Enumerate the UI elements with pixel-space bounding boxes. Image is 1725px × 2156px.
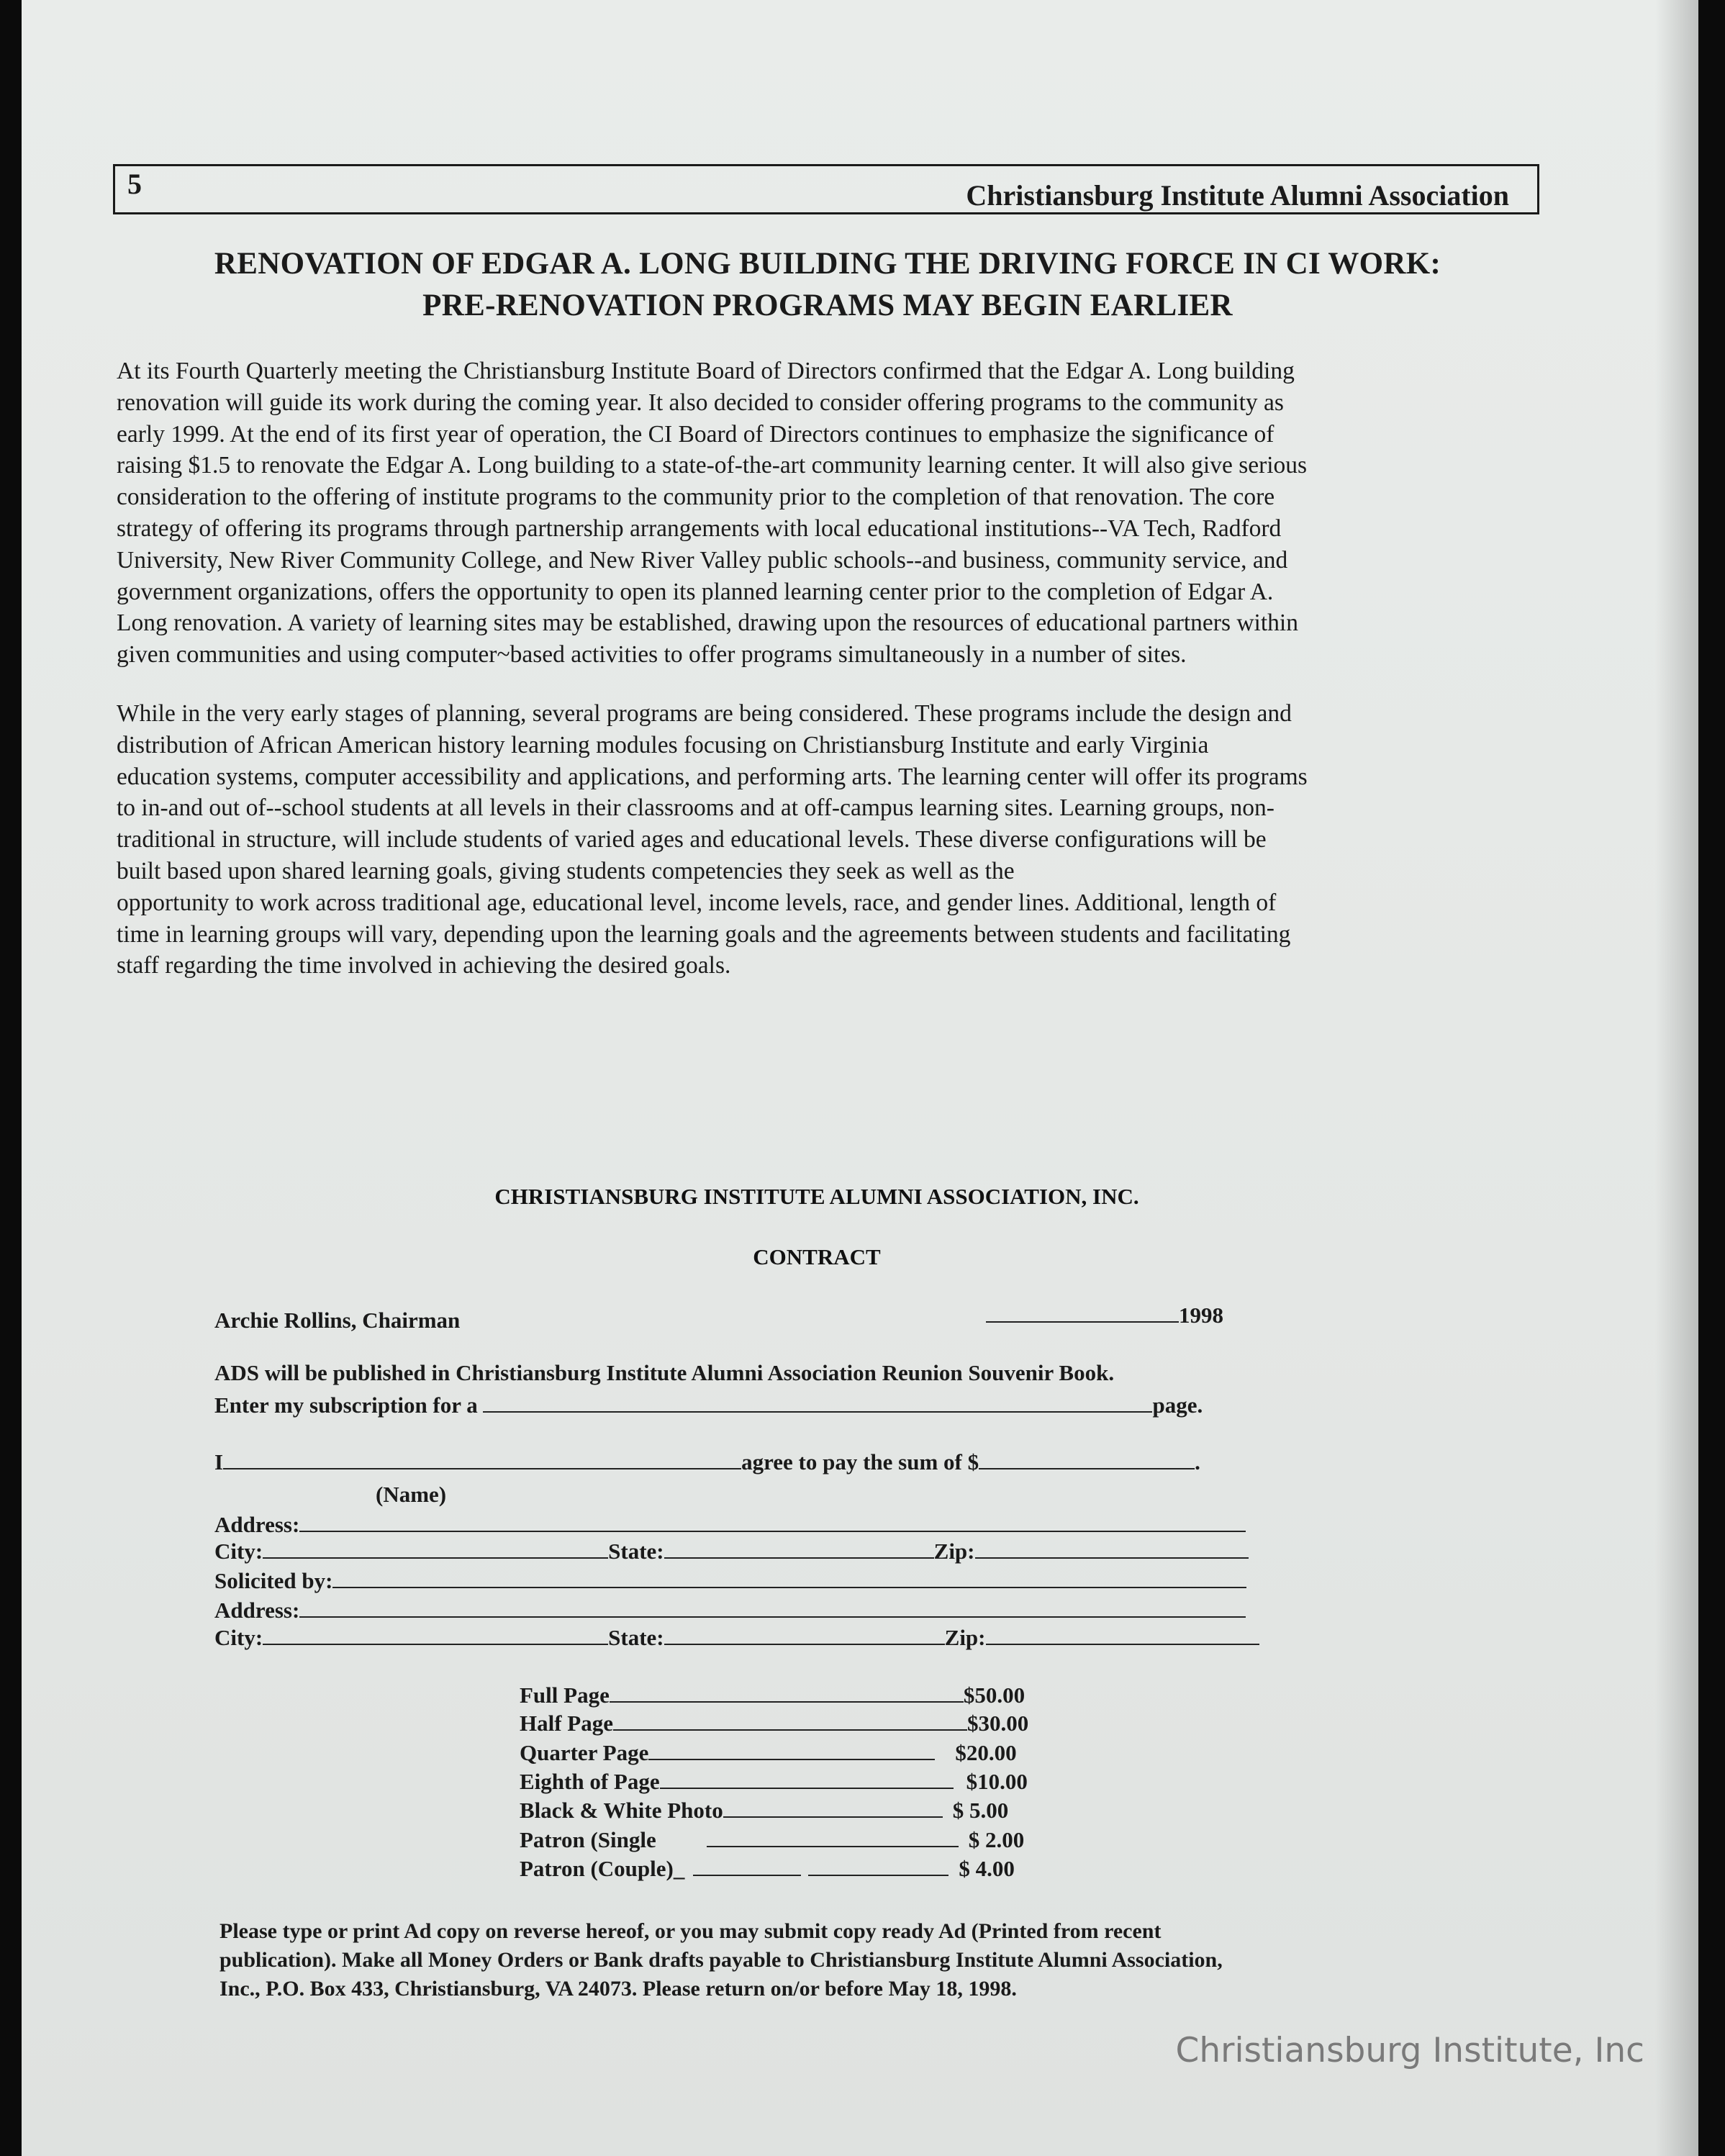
price-name: Black & White Photo <box>520 1798 723 1823</box>
text-line: While in the very early stages of planning, several programs are being considered. These programs include the design and <box>117 700 1292 727</box>
city-blank[interactable] <box>263 1557 608 1559</box>
price-blank[interactable] <box>610 1700 964 1703</box>
address-blank[interactable] <box>299 1530 1246 1532</box>
text-line: renovation will guide its work during the coming year. It also decided to consider offering programs to the community as <box>117 389 1284 416</box>
price-item-eighth-page <box>520 1769 1028 1795</box>
text-line: consideration to the offering of institute programs to the community prior to the completion of that renovation. The core <box>117 484 1275 511</box>
date-blank <box>986 1321 1179 1323</box>
page-label: page. <box>1152 1392 1203 1418</box>
price-name: Half Page <box>520 1711 613 1736</box>
page-edge-shadow <box>1655 0 1698 2156</box>
ads-line: ADS will be published in Christiansburg Institute Alumni Association Reunion Souvenir Book. <box>214 1360 1115 1385</box>
chairman-label: Archie Rollins, Chairman <box>214 1308 461 1333</box>
text-line: raising $1.5 to renovate the Edgar A. Long building to a state-of-the-art community learning center. It will also give serious <box>117 452 1308 479</box>
sum-blank[interactable] <box>979 1467 1195 1469</box>
city-label: City: <box>214 1625 263 1650</box>
address-blank[interactable] <box>299 1616 1246 1618</box>
city-row-2 <box>214 1625 1259 1651</box>
text-line: government organizations, offers the opportunity to open its planned learning center prior to the completion of Edgar A. <box>117 578 1274 605</box>
price-amount: $ 4.00 <box>959 1856 1015 1881</box>
solicited-blank[interactable] <box>332 1586 1246 1588</box>
state-label: State: <box>608 1625 664 1650</box>
text-line: time in learning groups will vary, depending upon the learning goals and the agreements between students and facilitating <box>117 920 1291 948</box>
watermark: Christiansburg Institute, Inc <box>1175 2031 1644 2070</box>
solicited-row <box>214 1568 1246 1594</box>
price-item-patron-single <box>520 1827 1024 1853</box>
price-name: Patron (Couple)_ <box>520 1856 685 1881</box>
i-label: I <box>214 1449 224 1475</box>
agree-row <box>214 1449 1200 1475</box>
address-label: Address: <box>214 1512 300 1537</box>
price-blank[interactable] <box>693 1874 801 1876</box>
enter-subscription-label: Enter my subscription for a <box>214 1392 478 1418</box>
price-amount: $ 2.00 <box>968 1827 1025 1852</box>
year-label: 1998 <box>1179 1303 1223 1328</box>
price-item-full-page <box>520 1682 1025 1708</box>
zip-label: Zip: <box>944 1625 986 1650</box>
price-name: Patron (Single <box>520 1827 656 1852</box>
text-line: At its Fourth Quarterly meeting the Christiansburg Institute Board of Directors confirmed that the Edgar A. Long building <box>117 358 1295 384</box>
address-label: Address: <box>214 1598 300 1623</box>
page-size-blank[interactable] <box>483 1410 1152 1413</box>
price-amount: $50.00 <box>963 1682 1026 1708</box>
address-row-2 <box>214 1598 1246 1623</box>
state-blank[interactable] <box>664 1643 945 1645</box>
text-line: traditional in structure, will include students of varied ages and educational levels. These diverse configurations will be <box>117 826 1267 853</box>
header-organization: Christiansburg Institute Alumni Association <box>966 179 1509 212</box>
address-row-1 <box>214 1512 1246 1538</box>
text-line: education systems, computer accessibility and applications, and performing arts. The learning center will offer its programs <box>117 763 1308 790</box>
price-blank[interactable] <box>707 1845 959 1847</box>
price-blank[interactable] <box>808 1874 948 1876</box>
price-item-patron-couple <box>520 1856 1015 1882</box>
text-line: given communities and using computer~based activities to offer programs simultaneously in a number of sites. <box>117 641 1187 669</box>
state-blank[interactable] <box>664 1557 934 1559</box>
name-caption: (Name) <box>376 1482 447 1507</box>
state-label: State: <box>608 1539 664 1564</box>
solicited-label: Solicited by: <box>214 1568 333 1593</box>
period: . <box>1195 1449 1200 1475</box>
footer-line-3: Inc., P.O. Box 433, Christiansburg, VA 24073. Please return on/or before May 18, 1998. <box>219 1977 1017 2001</box>
price-name: Quarter Page <box>520 1740 649 1765</box>
article-paragraph-2 <box>117 698 1527 982</box>
price-blank[interactable] <box>660 1787 954 1789</box>
zip-blank[interactable] <box>986 1643 1259 1645</box>
contract-org-heading: CHRISTIANSBURG INSTITUTE ALUMNI ASSOCIATION, INC. <box>494 1184 1139 1209</box>
agree-label: agree to pay the sum of $ <box>741 1449 979 1475</box>
article-title <box>115 243 1540 327</box>
footer-line-1: Please type or print Ad copy on reverse hereof, or you may submit copy ready Ad (Printed from recent <box>219 1919 1162 1943</box>
article-title-line-2: PRE-RENOVATION PROGRAMS MAY BEGIN EARLIER <box>422 289 1233 322</box>
text-line: staff regarding the time involved in achieving the desired goals. <box>117 952 731 979</box>
article-title-line-1: RENOVATION OF EDGAR A. LONG BUILDING THE DRIVING FORCE IN CI WORK: <box>214 247 1441 281</box>
price-amount: $20.00 <box>955 1740 1017 1765</box>
name-blank[interactable] <box>223 1467 741 1469</box>
price-name: Full Page <box>520 1682 610 1708</box>
price-amount: $30.00 <box>967 1711 1029 1736</box>
page-number: 5 <box>127 168 142 200</box>
contract-heading: CONTRACT <box>753 1244 881 1269</box>
price-blank[interactable] <box>648 1758 935 1760</box>
subscription-row <box>214 1392 1203 1418</box>
text-line: Long renovation. A variety of learning sites may be established, drawing upon the resources of educational partners within <box>117 610 1298 637</box>
zip-blank[interactable] <box>975 1557 1249 1559</box>
price-amount: $ 5.00 <box>952 1798 1009 1823</box>
article-paragraph-1 <box>117 355 1527 671</box>
city-blank[interactable] <box>263 1643 608 1645</box>
text-line: opportunity to work across traditional age, educational level, income levels, race, and gender lines. Additional, length of <box>117 889 1277 916</box>
date-field[interactable] <box>986 1303 1223 1328</box>
text-line: strategy of offering its programs through partnership arrangements with local educational institutions--VA Tech, Radford <box>117 515 1282 542</box>
city-row-1 <box>214 1539 1249 1564</box>
text-line: University, New River Community College, and New River Valley public schools--and business, community service, and <box>117 546 1288 574</box>
price-blank[interactable] <box>613 1729 967 1731</box>
text-line: early 1999. At the end of its first year of operation, the CI Board of Directors continues to emphasize the significance of <box>117 420 1274 448</box>
price-name: Eighth of Page <box>520 1769 660 1794</box>
text-line: built based upon shared learning goals, giving students competencies they seek as well as the <box>117 857 1015 884</box>
price-item-bw-photo <box>520 1798 1008 1824</box>
text-line: to in-and out of--school students at all levels in their classrooms and at off-campus learning sites. Learning groups, non- <box>117 794 1274 822</box>
price-item-half-page <box>520 1711 1028 1736</box>
price-blank[interactable] <box>723 1816 943 1818</box>
footer-line-2: publication). Make all Money Orders or Bank drafts payable to Christiansburg Institute Alumni Association, <box>219 1948 1223 1972</box>
price-item-quarter-page <box>520 1740 1017 1766</box>
city-label: City: <box>214 1539 263 1564</box>
zip-label: Zip: <box>933 1539 975 1564</box>
price-amount: $10.00 <box>966 1769 1028 1794</box>
text-line: distribution of African American history learning modules focusing on Christiansburg Institute and early Virginia <box>117 731 1209 758</box>
